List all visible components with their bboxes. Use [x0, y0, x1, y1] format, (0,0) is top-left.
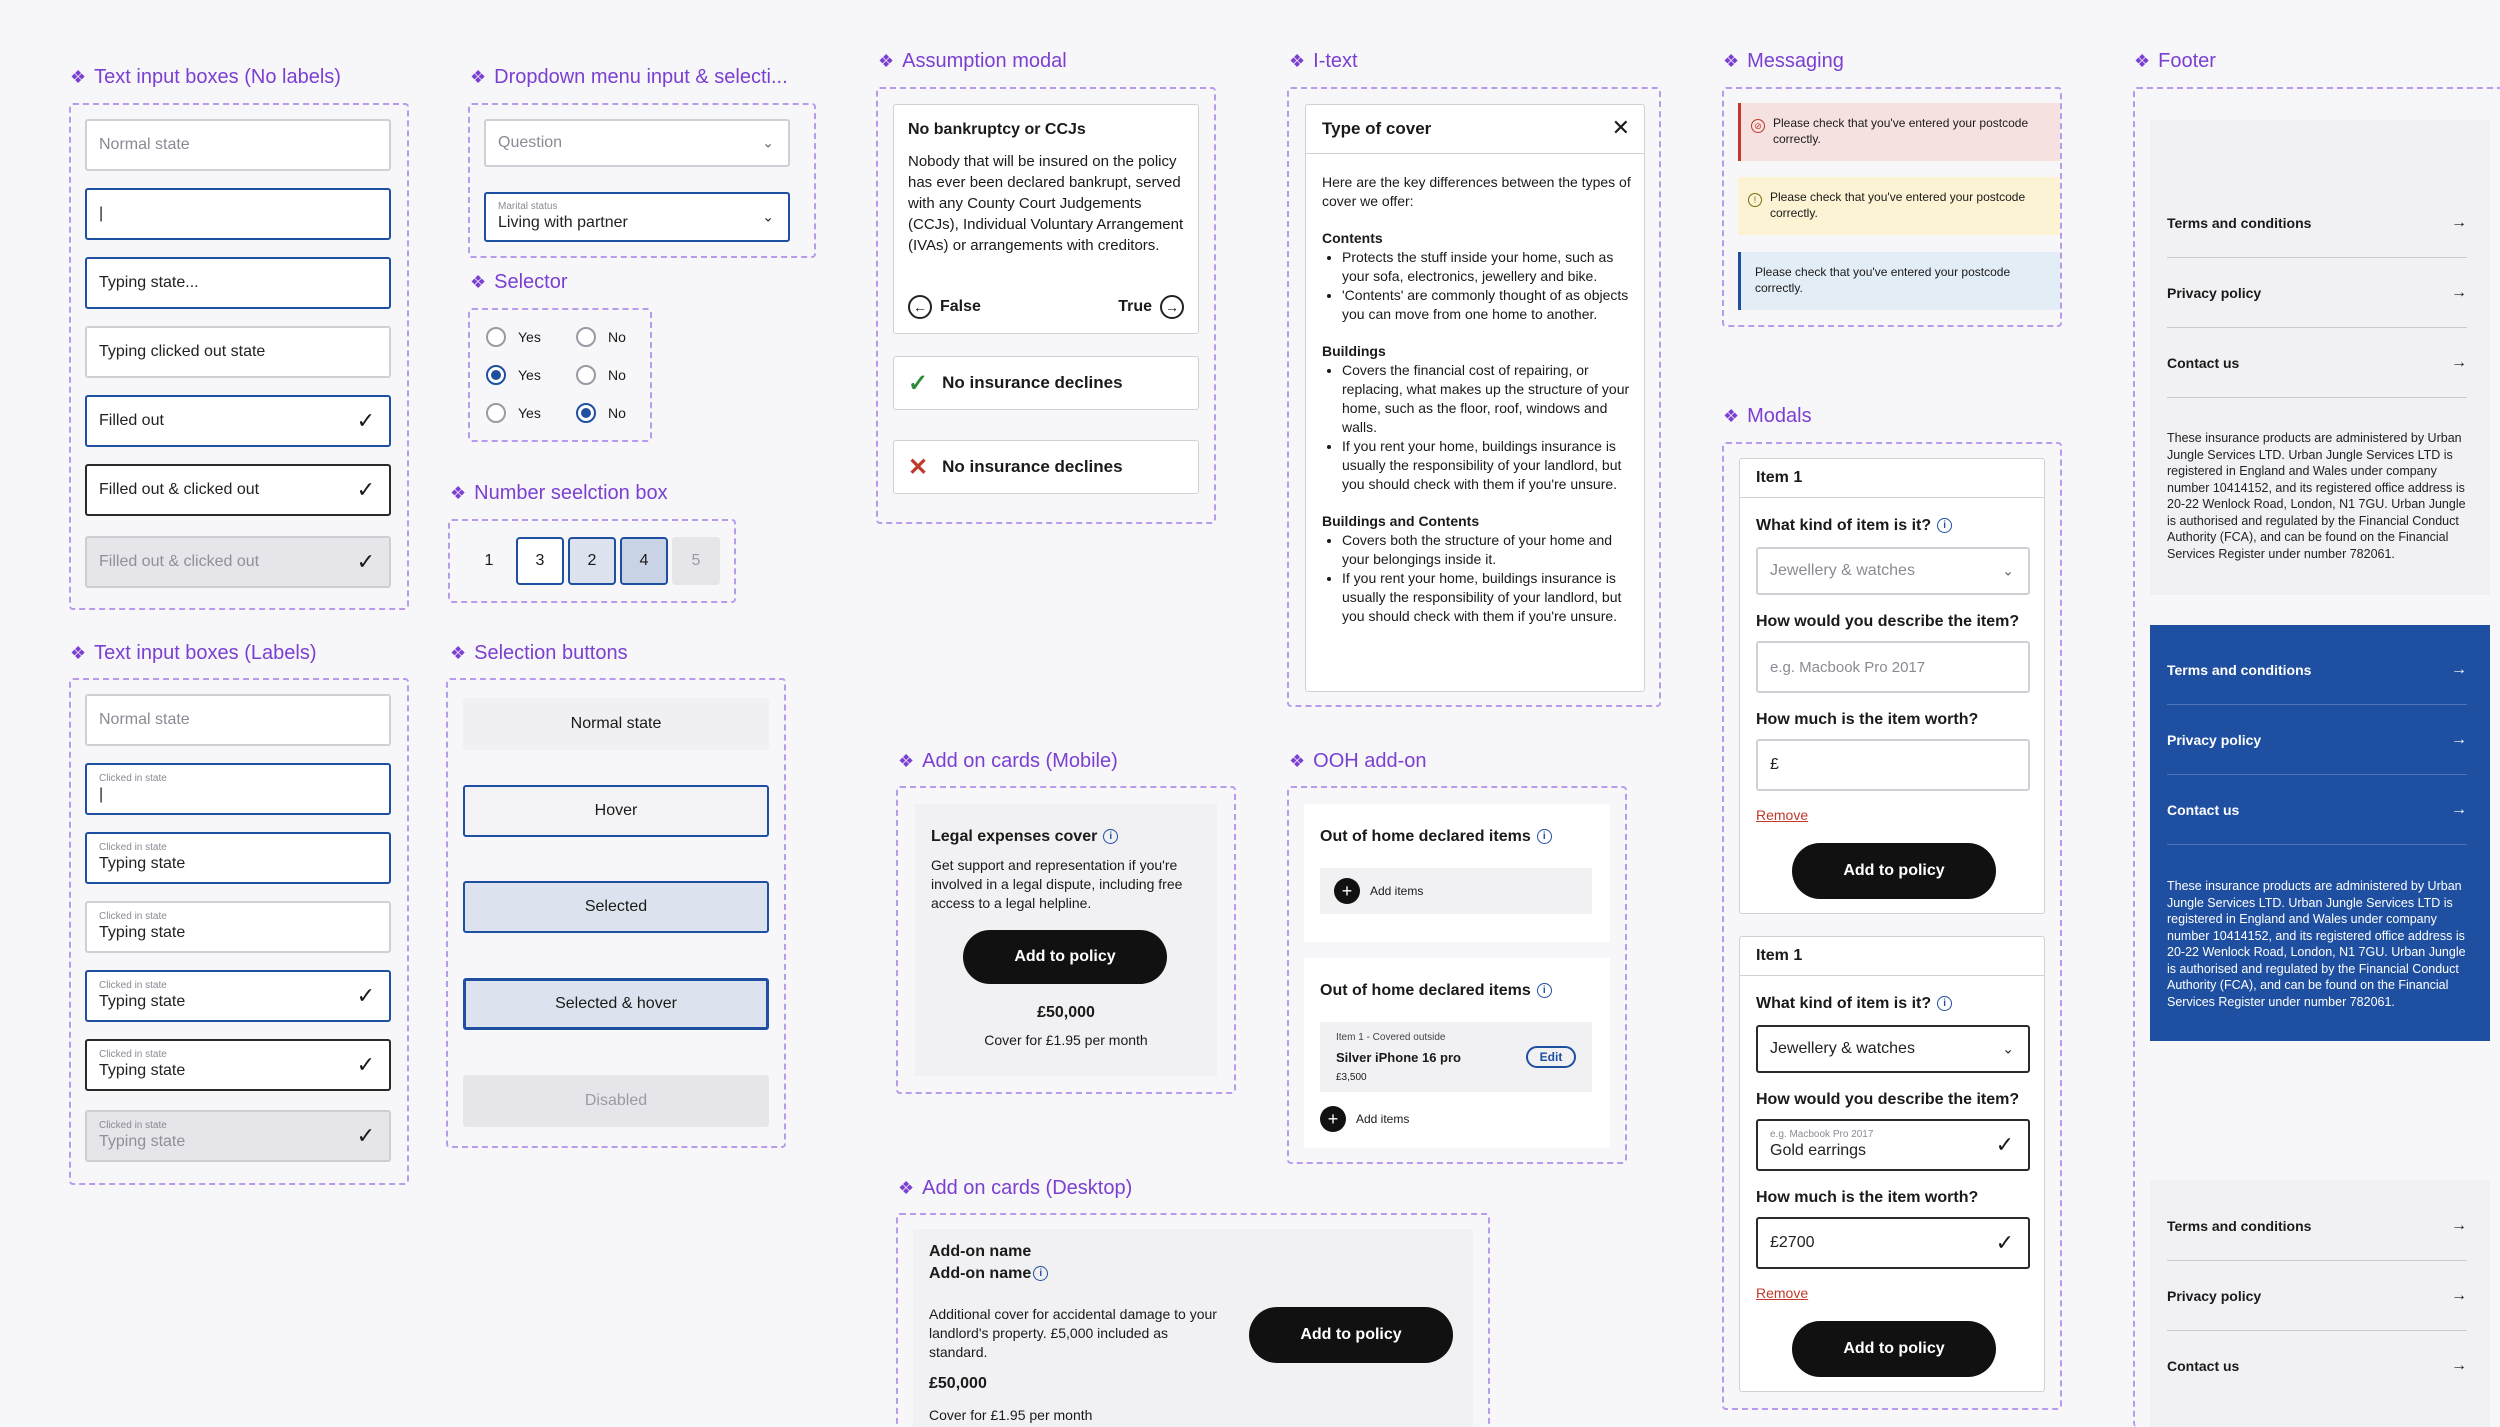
- input-value: Typing state: [99, 924, 186, 941]
- dropdown-value: Living with partner: [498, 214, 628, 231]
- button-label: Hover: [594, 802, 638, 819]
- dropdown-placeholder: Question: [498, 134, 563, 151]
- section-title-text-no-labels: [70, 66, 341, 89]
- add-to-policy-button[interactable]: [1792, 1321, 1996, 1377]
- input-filled[interactable]: [85, 395, 391, 447]
- close-icon[interactable]: ✕: [1611, 115, 1630, 140]
- number-label: 4: [639, 552, 649, 569]
- check-icon: ✓: [356, 477, 375, 502]
- question-label: How would you describe the item?: [1756, 1091, 2020, 1108]
- question-label: How much is the item worth?: [1756, 1189, 1979, 1206]
- itext-heading: Buildings: [1322, 343, 1386, 359]
- assumption-title: No bankruptcy or CCJs: [908, 121, 1086, 138]
- arrow-right-icon: →: [2451, 1357, 2467, 1374]
- itext-bullet: • Covers the financial cost of repairing, or replacing, what makes up the structure of your home, such as the floor, roof, windows and walls.: [1342, 361, 1634, 437]
- footer-privacy-link[interactable]: [2167, 258, 2467, 328]
- section-title-itext: [1289, 50, 1358, 73]
- addon-desktop-body: Additional cover for accidental damage to your landlord's property. £5,000 included as standard.: [929, 1306, 1217, 1360]
- component-icon: ❖: [470, 272, 487, 292]
- addon-name-info: [929, 1265, 1048, 1283]
- section-title-selection-buttons: [450, 642, 628, 665]
- input-placeholder: Normal state: [99, 711, 190, 728]
- radio-label: No: [608, 405, 626, 421]
- footer-bottom-terms-link[interactable]: [2167, 1191, 2467, 1261]
- labelled-input-normal[interactable]: [85, 694, 391, 746]
- currency-symbol: £: [1770, 756, 1779, 773]
- modal-item-filled: [1739, 936, 2045, 1392]
- warning-icon: !: [1748, 193, 1762, 207]
- footer-dark-legal-text: These insurance products are administered by Urban Jungle Services LTD. Urban Jungle Services LTD is registered in England and Wales under company number 10414152, and its registered office address is 20-22 Wenlock Road, London, N1 7GU. Urban Jungle is authorised and regulated by the Financial Conduct Authority (FCA), and can be found on the Financial Services Register under number 782061.: [2167, 879, 2466, 1009]
- radio-circle: [576, 327, 596, 347]
- input-value: Typing state: [99, 1133, 186, 1150]
- arrow-left-icon: ←: [908, 295, 932, 319]
- decline-accepted[interactable]: [893, 356, 1199, 410]
- dropdown-value: Jewellery & watches: [1770, 1040, 1915, 1057]
- button-label: Add to policy: [1843, 1340, 1945, 1357]
- labelled-input-typing[interactable]: [85, 832, 391, 884]
- link-label: Terms and conditions: [2167, 661, 2312, 678]
- itext-content: [1322, 173, 1634, 626]
- component-icon: ❖: [1723, 51, 1740, 71]
- arrow-right-icon: →: [2451, 730, 2467, 748]
- addon-price: £50,000: [1037, 1004, 1095, 1021]
- button-label: Normal state: [570, 715, 662, 732]
- radio-yes-3[interactable]: [486, 403, 541, 423]
- number-label: 3: [535, 552, 545, 569]
- component-icon: ❖: [1289, 51, 1306, 71]
- error-icon: ⊘: [1751, 119, 1765, 133]
- section-title-messaging: [1723, 50, 1844, 73]
- input-placeholder: Normal state: [99, 136, 190, 153]
- input-label: Clicked in state: [99, 1120, 167, 1131]
- info-icon[interactable]: i: [1033, 1266, 1048, 1281]
- link-label: Contact us: [2167, 354, 2240, 371]
- link-label: Contact us: [2167, 801, 2240, 818]
- section-title-label: Modals: [1747, 405, 1812, 427]
- arrow-right-icon: →: [2451, 660, 2467, 678]
- message-error: [1738, 103, 2060, 161]
- section-title-footer: [2134, 50, 2216, 73]
- message-info: [1738, 252, 2060, 310]
- component-icon: ❖: [1723, 406, 1740, 426]
- radio-label: No: [608, 367, 626, 383]
- arrow-right-icon: →: [2451, 283, 2467, 301]
- edit-button[interactable]: [1526, 1046, 1576, 1068]
- input-label: Clicked in state: [99, 773, 167, 784]
- input-label: Clicked in state: [99, 980, 167, 991]
- addon-mobile-title: [931, 828, 1118, 846]
- itext-bullet: • Covers both the structure of your home and your belongings inside it.: [1342, 531, 1634, 569]
- input-value: Filled out & clicked out: [99, 481, 260, 498]
- plus-icon: +: [1320, 1106, 1346, 1132]
- assumption-card: [893, 104, 1199, 334]
- divider: [1740, 975, 2044, 976]
- check-icon: ✓: [1995, 1230, 2014, 1255]
- question-label: [1756, 517, 1952, 535]
- number-option-1[interactable]: [465, 537, 513, 585]
- input-typing[interactable]: [85, 257, 391, 309]
- radio-circle: [486, 403, 506, 423]
- number-option-2[interactable]: [568, 537, 616, 585]
- info-icon[interactable]: i: [1937, 518, 1952, 533]
- remove-link[interactable]: Remove: [1756, 1285, 1809, 1301]
- link-label: Terms and conditions: [2167, 214, 2312, 231]
- button-label: Selected: [584, 898, 648, 915]
- modal-title: Item 1: [1756, 947, 1803, 964]
- addon-cover-text: Cover for £1.95 per month: [984, 1032, 1148, 1048]
- addon-mobile-card: [915, 804, 1217, 1076]
- check-icon: ✓: [356, 1123, 375, 1148]
- item-worth-input[interactable]: [1756, 1217, 2030, 1269]
- number-option-5: [672, 537, 720, 585]
- ooh-card-filled: [1304, 958, 1610, 1148]
- section-title-dropdown: [470, 66, 788, 89]
- add-items-button[interactable]: [1320, 868, 1592, 914]
- radio-label: Yes: [518, 329, 541, 345]
- input-disabled: [85, 536, 391, 588]
- section-title-label: Assumption modal: [902, 50, 1067, 72]
- link-label: Privacy policy: [2167, 284, 2262, 301]
- input-value: Typing state...: [99, 274, 199, 291]
- addon-desktop-card: [913, 1229, 1473, 1427]
- question-text: What kind of item is it?: [1756, 995, 1932, 1012]
- selection-button-selected[interactable]: [463, 881, 769, 933]
- item-label: Item 1 - Covered outside: [1336, 1032, 1446, 1043]
- check-icon: ✓: [356, 1052, 375, 1077]
- number-label: 5: [691, 552, 701, 569]
- selection-button-hover[interactable]: [463, 785, 769, 837]
- arrow-right-icon: →: [2451, 1286, 2467, 1304]
- section-title-label: Number seelction box: [474, 482, 668, 504]
- info-icon[interactable]: i: [1937, 996, 1952, 1011]
- addon-name-text: Add-on name: [929, 1265, 1032, 1282]
- modal-item-empty: [1739, 458, 2045, 914]
- button-label: True: [1118, 298, 1152, 315]
- number-label: 1: [484, 552, 494, 569]
- add-to-policy-button[interactable]: [1792, 843, 1996, 899]
- addon-name: Add-on name: [929, 1243, 1032, 1260]
- question-text: What kind of item is it?: [1756, 517, 1932, 534]
- radio-yes-2[interactable]: [486, 365, 541, 385]
- labelled-input-filled[interactable]: [85, 970, 391, 1022]
- selection-button-disabled: [463, 1075, 769, 1127]
- message-text: Please check that you've entered your postcode correctly.: [1773, 116, 2029, 146]
- decline-rejected[interactable]: [893, 440, 1199, 494]
- modal-title: Item 1: [1756, 469, 1803, 486]
- itext-title: Type of cover: [1322, 119, 1432, 138]
- input-label: e.g. Macbook Pro 2017: [1770, 1129, 1874, 1140]
- item-description-input[interactable]: [1756, 641, 2030, 693]
- false-button[interactable]: [908, 295, 981, 319]
- arrow-right-icon: →: [2451, 353, 2467, 371]
- dropdown-marital-status[interactable]: [484, 192, 790, 242]
- check-icon: ✓: [356, 549, 375, 574]
- button-label: Disabled: [584, 1092, 648, 1109]
- footer-contact-link[interactable]: [2167, 328, 2467, 398]
- component-icon: ❖: [898, 1178, 915, 1198]
- radio-circle: [486, 327, 506, 347]
- link-label: Terms and conditions: [2167, 1217, 2312, 1234]
- ooh-title: [1320, 828, 1552, 846]
- declared-item: [1320, 1022, 1592, 1092]
- input-value: Filled out & clicked out: [99, 553, 260, 570]
- addon-mobile-body: Get support and representation if you're involved in a legal dispute, including free access to a legal helpline.: [931, 857, 1183, 911]
- cross-icon: ✕: [908, 453, 929, 481]
- arrow-right-icon: →: [2451, 213, 2467, 231]
- input-value: £2700: [1770, 1234, 1815, 1251]
- item-name: Silver iPhone 16 pro: [1336, 1050, 1461, 1065]
- footer-dark-terms-link[interactable]: [2167, 635, 2467, 705]
- itext-bullet: • If you rent your home, buildings insurance is usually the responsibility of your landlord, but you should check with them if you're unsure.: [1342, 437, 1634, 494]
- info-icon[interactable]: i: [1537, 829, 1552, 844]
- radio-no-2[interactable]: [576, 365, 626, 385]
- remove-link[interactable]: Remove: [1756, 807, 1809, 823]
- itext-bullet: • If you rent your home, buildings insurance is usually the responsibility of your landlord, but you should check with them if you're unsure.: [1342, 569, 1634, 626]
- section-title-label: Selection buttons: [474, 642, 628, 664]
- item-worth-input[interactable]: [1756, 739, 2030, 791]
- section-title-label: Text input boxes (No labels): [94, 66, 341, 88]
- component-icon: ❖: [1289, 751, 1306, 771]
- section-title-text-labels: [70, 642, 316, 665]
- input-value: Gold earrings: [1770, 1142, 1867, 1159]
- addon-price: £50,000: [929, 1375, 987, 1392]
- itext-heading: Contents: [1322, 230, 1383, 246]
- input-value: Typing state: [99, 1062, 186, 1079]
- link-label: Contact us: [2167, 1358, 2240, 1374]
- section-title-selector: [470, 271, 568, 294]
- radio-circle-selected: [576, 403, 596, 423]
- link-label: Privacy policy: [2167, 731, 2262, 748]
- section-title-number-box: [450, 482, 668, 505]
- radio-label: Yes: [518, 405, 541, 421]
- labelled-input-filled-clicked[interactable]: [85, 1039, 391, 1091]
- section-title-addon-mobile: [898, 750, 1118, 773]
- input-value: Typing clicked out state: [99, 343, 266, 360]
- section-title-label: Dropdown menu input & selecti...: [494, 66, 788, 88]
- footer-legal-text: These insurance products are administered by Urban Jungle Services LTD. Urban Jungle Services LTD is registered in England and Wales under company number 10414152, and its registered office address is 20-22 Wenlock Road, London, N1 7GU. Urban Jungle is authorised and regulated by the Financial Conduct Authority (FCA), and can be found on the Financial Services Register under number 782061.: [2167, 431, 2466, 561]
- message-text: Please check that you've entered your postcode correctly.: [1770, 190, 2026, 220]
- chevron-down-icon: ⌄: [762, 208, 774, 225]
- message-text: Please check that you've entered your postcode correctly.: [1755, 265, 2011, 295]
- radio-label: Yes: [518, 367, 541, 383]
- message-warning: [1738, 177, 2060, 235]
- text-cursor: |: [99, 786, 104, 803]
- itext-intro: Here are the key differences between the types of cover we offer:: [1322, 174, 1631, 209]
- addon-desktop-add-button[interactable]: [1249, 1307, 1453, 1363]
- item-type-dropdown[interactable]: [1756, 547, 2030, 595]
- section-title-label: Text input boxes (Labels): [94, 642, 317, 664]
- ooh-title-text: Out of home declared items: [1320, 828, 1531, 845]
- dropdown-question[interactable]: [484, 119, 790, 167]
- divider: [1740, 497, 2044, 498]
- number-option-4[interactable]: [620, 537, 668, 585]
- component-icon: ❖: [450, 483, 467, 503]
- decline-label: No insurance declines: [942, 373, 1123, 392]
- addon-cover-text: Cover for £1.95 per month: [929, 1407, 1093, 1423]
- button-label: Add to policy: [1843, 862, 1945, 879]
- check-icon: ✓: [1995, 1132, 2014, 1157]
- component-icon: ❖: [470, 67, 487, 87]
- footer-terms-link[interactable]: [2167, 188, 2467, 258]
- button-label: Add to policy: [1300, 1326, 1402, 1343]
- input-label: Clicked in state: [99, 911, 167, 922]
- input-value: Filled out: [99, 412, 164, 429]
- input-focused[interactable]: [85, 188, 391, 240]
- itext-bullet: • 'Contents' are commonly thought of as objects you can move from one home to another.: [1342, 286, 1634, 324]
- chevron-down-icon: ⌄: [2002, 1040, 2014, 1057]
- radio-circle: [576, 365, 596, 385]
- section-title-label: Messaging: [1747, 50, 1844, 72]
- selection-button-normal[interactable]: [463, 698, 769, 750]
- input-value: Typing state: [99, 993, 186, 1010]
- text-cursor: |: [99, 205, 104, 222]
- addon-add-to-policy-button[interactable]: [963, 930, 1167, 984]
- input-value: Typing state: [99, 855, 186, 872]
- component-icon: ❖: [2134, 51, 2151, 71]
- footer-dark-privacy-link[interactable]: [2167, 705, 2467, 775]
- chevron-down-icon: ⌄: [2002, 562, 2014, 579]
- section-title-ooh: [1289, 750, 1427, 773]
- check-icon: ✓: [356, 983, 375, 1008]
- info-icon[interactable]: i: [1537, 983, 1552, 998]
- footer-dark-contact-link[interactable]: [2167, 775, 2467, 845]
- labelled-input-focused[interactable]: [85, 763, 391, 815]
- chevron-down-icon: ⌄: [762, 134, 774, 151]
- radio-label: No: [608, 329, 626, 345]
- link-label: Privacy policy: [2167, 1287, 2262, 1304]
- component-icon: ❖: [450, 643, 467, 663]
- assumption-body: Nobody that will be insured on the policy has ever been declared bankrupt, served with any County Court Judgements (CCJs), Individual Voluntary Arrangement (IVAs) or arrangements with creditors.: [908, 153, 1184, 254]
- section-title-label: I-text: [1313, 50, 1358, 72]
- dropdown-value: Jewellery & watches: [1770, 562, 1915, 579]
- plus-icon: +: [1334, 878, 1360, 904]
- question-label: [1756, 995, 1952, 1013]
- itext-heading: Buildings and Contents: [1322, 513, 1480, 529]
- input-label: Clicked in state: [99, 1049, 167, 1060]
- input-filled-clicked[interactable]: [85, 464, 391, 516]
- input-label: Clicked in state: [99, 842, 167, 853]
- component-icon: ❖: [898, 751, 915, 771]
- section-title-label: Selector: [494, 271, 568, 293]
- check-icon: ✓: [908, 369, 929, 397]
- button-label: Edit: [1539, 1050, 1563, 1064]
- button-label: Add items: [1356, 1112, 1410, 1126]
- section-title-label: Add on cards (Mobile): [922, 750, 1118, 772]
- arrow-right-icon: →: [2451, 1216, 2467, 1234]
- arrow-right-icon: →: [1160, 295, 1184, 319]
- button-label: Add items: [1370, 884, 1424, 898]
- ooh-title: [1320, 982, 1552, 1000]
- section-title-addon-desktop: [898, 1177, 1132, 1200]
- footer-bottom-privacy-link[interactable]: [2167, 1261, 2467, 1331]
- number-option-3[interactable]: [516, 537, 564, 585]
- section-title-modals: [1723, 405, 1812, 428]
- component-icon: ❖: [878, 51, 895, 71]
- add-items-button[interactable]: [1320, 1106, 1409, 1132]
- component-icon: ❖: [70, 643, 87, 663]
- footer-bottom-contact-link[interactable]: [2167, 1331, 2467, 1401]
- section-title-label: Add on cards (Desktop): [922, 1177, 1133, 1199]
- info-icon[interactable]: i: [1103, 829, 1118, 844]
- ooh-title-text: Out of home declared items: [1320, 982, 1531, 999]
- itext-card: [1305, 104, 1645, 692]
- radio-no-1[interactable]: [576, 327, 626, 347]
- radio-no-3[interactable]: [576, 403, 626, 423]
- arrow-right-icon: →: [2451, 800, 2467, 818]
- component-icon: ❖: [70, 67, 87, 87]
- question-label: How much is the item worth?: [1756, 711, 1979, 728]
- radio-circle-selected: [486, 365, 506, 385]
- true-button[interactable]: [1118, 295, 1184, 319]
- section-title-assumption: [878, 50, 1067, 73]
- button-label: Add to policy: [1014, 948, 1116, 965]
- ooh-card-empty: [1304, 804, 1610, 942]
- divider: [1306, 153, 1644, 154]
- check-icon: ✓: [356, 408, 375, 433]
- question-label: How would you describe the item?: [1756, 613, 2020, 630]
- item-price: £3,500: [1336, 1072, 1367, 1083]
- input-normal[interactable]: [85, 119, 391, 171]
- section-title-label: OOH add-on: [1313, 750, 1427, 772]
- input-placeholder: e.g. Macbook Pro 2017: [1770, 658, 1926, 676]
- radio-yes-1[interactable]: [486, 327, 541, 347]
- input-typing-out[interactable]: [85, 326, 391, 378]
- dropdown-label: Marital status: [498, 201, 558, 212]
- button-label: False: [940, 298, 981, 315]
- number-label: 2: [587, 552, 597, 569]
- section-title-label: Footer: [2158, 50, 2216, 72]
- addon-title-text: Legal expenses cover: [931, 828, 1098, 845]
- labelled-input-typing-out[interactable]: [85, 901, 391, 953]
- decline-label: No insurance declines: [942, 457, 1123, 476]
- labelled-input-disabled: [85, 1110, 391, 1162]
- button-label: Selected & hover: [555, 995, 677, 1012]
- item-description-input[interactable]: [1756, 1119, 2030, 1171]
- selection-button-selected-hover[interactable]: [463, 978, 769, 1030]
- itext-bullet: • Protects the stuff inside your home, such as your sofa, electronics, jewellery and bike.: [1342, 248, 1634, 286]
- item-type-dropdown[interactable]: [1756, 1025, 2030, 1073]
